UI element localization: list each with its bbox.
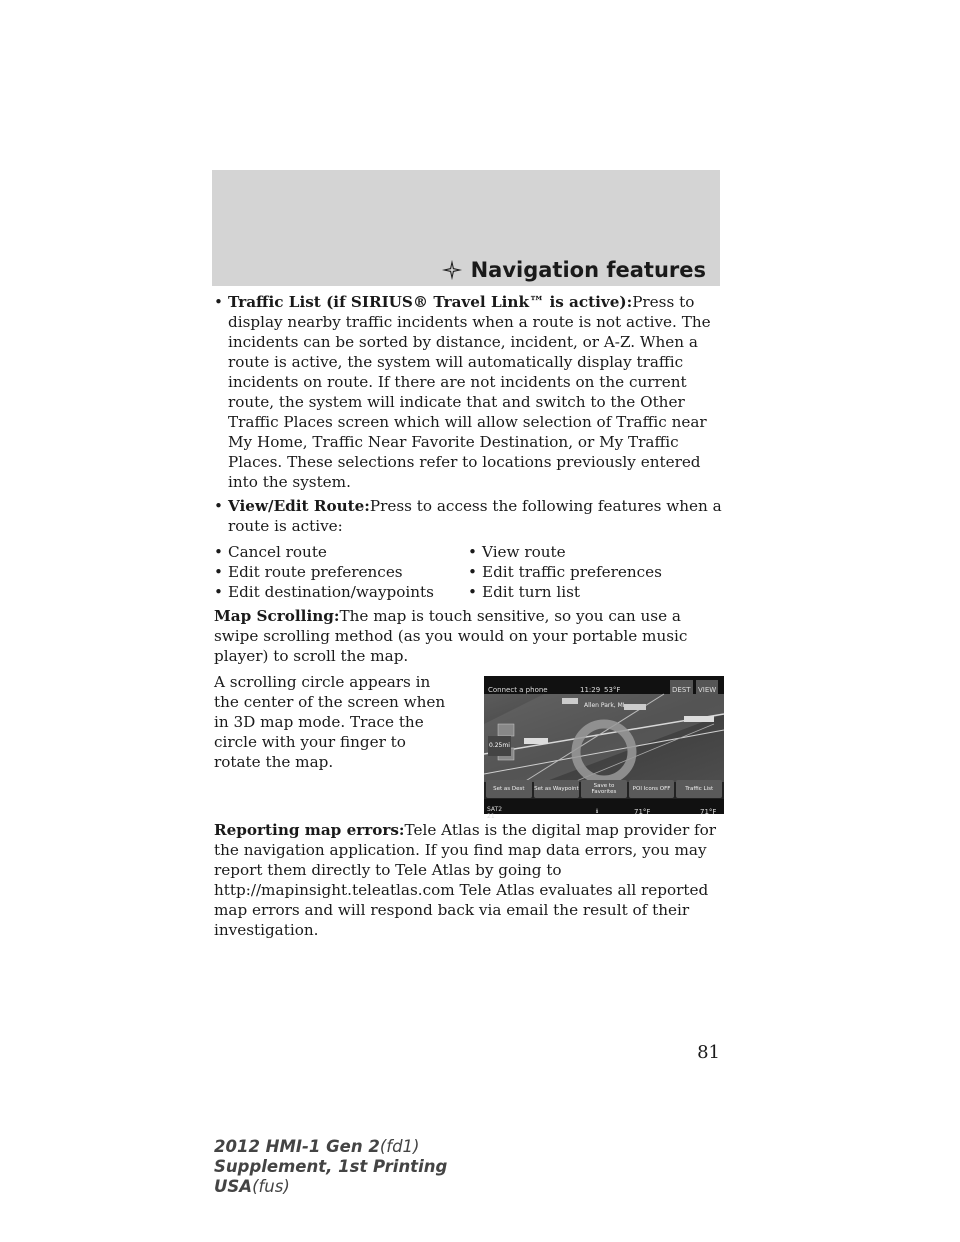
set-as-dest-button[interactable]: Set as Dest	[486, 780, 532, 798]
section-title	[441, 258, 706, 282]
list-item: • Edit traffic preferences	[468, 563, 662, 581]
set-as-waypoint-button[interactable]: Set as Waypoint	[534, 780, 580, 798]
clock-label: 11:29	[580, 686, 601, 694]
channel-label: 21	[487, 813, 495, 820]
section-header	[212, 170, 720, 286]
map-scrolling-paragraph: Map Scrolling:The map is touch sensitive, so you can use a swipe scrolling method (as you would on your portable music player) to scroll the map.	[214, 607, 688, 665]
traffic-list-button[interactable]: Traffic List	[676, 780, 722, 798]
list-item: • View route	[468, 543, 566, 561]
scroll-circle-paragraph: A scrolling circle appears in the center of the screen when in 3D map mode. Trace the circle with your finger to rotate the map.	[214, 673, 446, 771]
print-footer	[214, 1137, 447, 1197]
footer-line-1: 2012 HMI-1 Gen 2(fd1)	[214, 1137, 420, 1156]
place-label: Allen Park, MI	[584, 702, 625, 709]
bullet-lead: View/Edit Route:	[228, 497, 370, 515]
page-body	[214, 292, 724, 946]
bullet-content	[228, 496, 724, 536]
save-to-favorites-button[interactable]: Save to Favorites	[581, 780, 627, 798]
reporting-errors-paragraph: Reporting map errors:Tele Atlas is the digital map provider for the navigation application. If you find map data errors, you may report them directly to Tele Atlas by going to http://mapinsight.teleatlas.com Tele Atlas evaluates all reported map errors and will respond back via email the result of their investigation.	[214, 821, 717, 939]
list-item: • Edit destination/waypoints	[214, 583, 434, 601]
info-icon: ℹ	[596, 808, 599, 815]
scroll-circle-section	[214, 672, 724, 820]
footer-line-2: Supplement, 1st Printing	[214, 1157, 448, 1176]
view-label: VIEW	[696, 680, 718, 700]
bullet-lead: Traffic List (if SIRIUS® Travel Link™ is active):	[228, 293, 633, 311]
bullet-text: Press to access the following features when a route is active:	[228, 497, 722, 535]
connect-phone-label: Connect a phone	[488, 686, 548, 694]
route-feature-list	[214, 542, 724, 602]
navigation-screen-image	[484, 676, 724, 820]
temperature-label: 53°F	[604, 686, 621, 694]
map-view	[484, 694, 724, 782]
bullet-dot: •	[214, 497, 223, 515]
dest-label: DEST	[670, 680, 693, 700]
page-number: 81	[697, 1042, 720, 1063]
poi-icons-button[interactable]: POI Icons OFF	[629, 780, 675, 798]
screen-bottom-bar	[484, 799, 724, 820]
bullet-text: Press to display nearby traffic incidents when a route is not active. The incidents can be sorted by distance, incident, or A-Z. When a route is active, the system will automatically display traffic incidents on route. If there are not incidents on the current route, the system will indicate that and switch to the Other Traffic Places screen which will allow selection of Traffic near My Home, Traffic Near Favorite Destination, or My Traffic Places. These selections refer to locations previously entered into the system.	[228, 293, 711, 491]
list-item: • Edit route preferences	[214, 563, 403, 581]
compass-star-icon	[441, 259, 463, 281]
list-item: • Edit turn list	[468, 583, 580, 601]
screen-top-bar	[484, 676, 724, 694]
bullet-view-edit-route	[214, 496, 724, 536]
temperature-right-label: 71°F	[700, 808, 717, 816]
footer-line-3: USA(fus)	[214, 1177, 290, 1196]
list-item: • Cancel route	[214, 543, 327, 561]
bullet-traffic-list	[214, 292, 724, 492]
section-title-text: Navigation features	[470, 258, 706, 282]
bullet-dot: •	[214, 293, 223, 311]
screen-button-row	[484, 780, 724, 798]
distance-label: 0.25mi	[488, 736, 511, 756]
station-label: SAT2	[487, 806, 503, 813]
temperature-left-label: 71°F	[634, 808, 651, 816]
bullet-content	[228, 292, 724, 492]
